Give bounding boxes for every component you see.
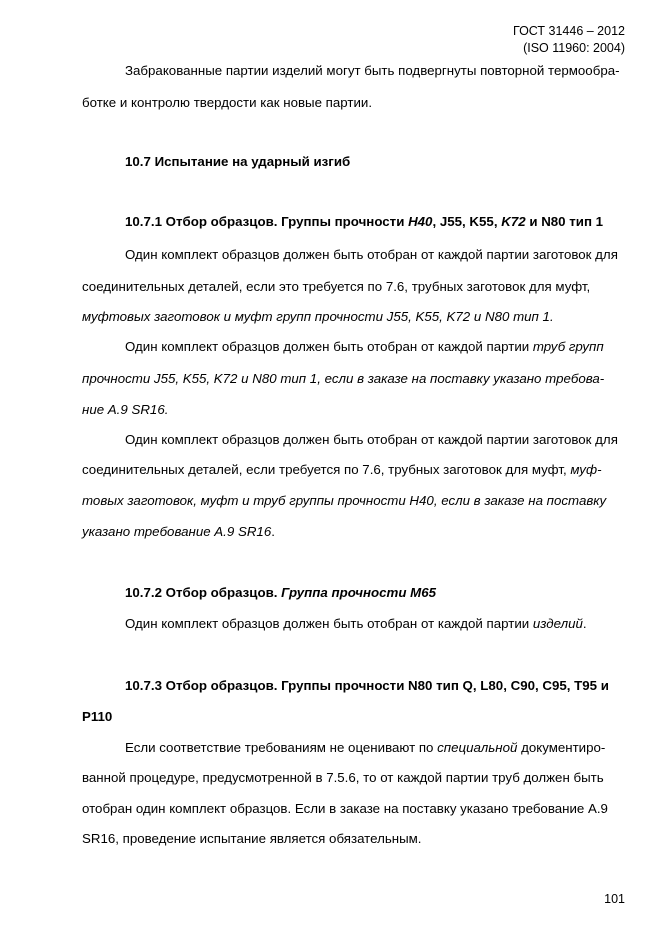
text-segment: соединительных деталей, если требуется по 7.6, трубных заготовок для муфт,	[82, 462, 571, 477]
text-segment: 10.7.1 Отбор образцов. Группы прочности	[125, 214, 409, 229]
text-segment: Один комплект образцов должен быть отобран от каждой партии заготовок для	[125, 247, 618, 262]
text-line	[82, 801, 608, 817]
text-segment: 10.7.3 Отбор образцов. Группы прочности N80 тип Q, L80, C90, C95, T95 и	[125, 678, 609, 693]
text-segment: муфтовых заготовок и муфт групп прочности J55, K55, K72 и N80 тип 1.	[82, 309, 554, 324]
text-segment: труб групп	[532, 339, 604, 354]
text-segment: Н40	[408, 214, 433, 229]
text-segment: Один комплект образцов должен быть отобран от каждой партии	[125, 339, 533, 354]
text-segment: документиро-	[517, 740, 606, 755]
text-line	[82, 770, 604, 786]
text-segment: указано требование А.9 SR16	[82, 524, 272, 539]
text-segment: ние А.9 SR16.	[82, 402, 169, 417]
standard-code: ГОСТ 31446 – 2012	[513, 24, 625, 38]
text-line	[82, 371, 604, 387]
text-segment: Группа прочности М65	[281, 585, 437, 600]
text-segment: Один комплект образцов должен быть отобран от каждой партии заготовок для	[125, 432, 618, 447]
text-segment: муф-	[570, 462, 602, 477]
text-line	[82, 524, 275, 540]
text-segment: SR16, проведение испытание является обязательным.	[82, 831, 422, 846]
text-line	[125, 247, 618, 263]
text-segment: .	[582, 616, 587, 631]
text-line	[82, 709, 112, 725]
text-segment: изделий	[532, 616, 583, 631]
text-segment: ванной процедуре, предусмотренной в 7.5.6, то от каждой партии труб должен быть	[82, 770, 604, 785]
text-segment: Один комплект образцов должен быть отобран от каждой партии	[125, 616, 533, 631]
text-line	[125, 740, 605, 756]
text-line	[82, 402, 168, 418]
text-segment: ботке и контролю твердости как новые партии.	[82, 95, 373, 110]
text-line	[125, 63, 620, 79]
text-segment: Если соответствие требованиям не оценивают по	[125, 740, 438, 755]
text-segment: товых заготовок, муфт и труб группы прочности Н40, если в заказе на поставку	[82, 493, 607, 508]
text-line	[125, 432, 618, 448]
text-line	[82, 831, 422, 847]
text-line	[82, 462, 602, 478]
text-segment: P110	[82, 709, 113, 724]
text-line	[125, 154, 350, 170]
text-segment: K72	[501, 214, 526, 229]
text-segment: 10.7.2 Отбор образцов.	[125, 585, 282, 600]
text-line	[125, 678, 609, 694]
text-segment: Забракованные партии изделий могут быть подвергнуты повторной термообра-	[125, 63, 620, 78]
text-segment: 10.7 Испытание на ударный изгиб	[125, 154, 351, 169]
text-line	[82, 95, 372, 111]
text-line	[82, 279, 590, 295]
text-segment: прочности J55, K55, K72 и N80 тип 1, если в заказе на поставку указано требова-	[82, 371, 605, 386]
iso-reference: (ISO 11960: 2004)	[523, 41, 625, 55]
page-number: 101	[604, 892, 625, 906]
text-segment: отобран один комплект образцов. Если в заказе на поставку указано требование А.9	[82, 801, 608, 816]
text-line	[125, 585, 436, 601]
text-segment: соединительных деталей, если это требуется по 7.6, трубных заготовок для муфт,	[82, 279, 591, 294]
text-segment: , J55, K55,	[432, 214, 502, 229]
text-line	[125, 214, 603, 230]
text-line	[82, 493, 606, 509]
text-line	[125, 616, 587, 632]
text-segment: .	[271, 524, 275, 539]
text-line	[82, 309, 554, 325]
text-line	[125, 339, 604, 355]
text-segment: и N80 тип 1	[525, 214, 604, 229]
text-segment: специальной	[437, 740, 518, 755]
